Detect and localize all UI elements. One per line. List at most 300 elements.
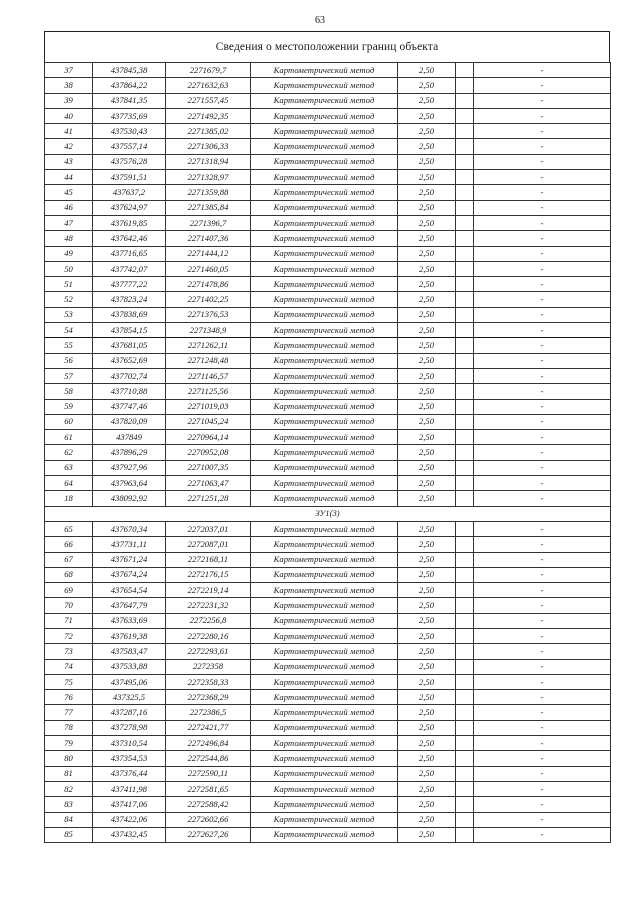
y-coordinate-cell: 2271376,53 <box>166 307 251 322</box>
method-cell: Картометрический метод <box>251 445 398 460</box>
y-coordinate-cell: 2272602,66 <box>166 812 251 827</box>
method-cell: Картометрический метод <box>251 781 398 796</box>
point-number-cell: 78 <box>45 720 93 735</box>
accuracy-cell: 2,50 <box>398 78 456 93</box>
note-cell: - <box>474 215 611 230</box>
extra-cell <box>456 827 474 842</box>
note-cell: - <box>474 476 611 491</box>
table-row <box>45 124 611 139</box>
note-cell: - <box>474 491 611 506</box>
y-coordinate-cell: 2271679,7 <box>166 63 251 78</box>
x-coordinate-cell: 437495,06 <box>93 674 166 689</box>
note-cell: - <box>474 583 611 598</box>
y-coordinate-cell: 2272037,01 <box>166 521 251 536</box>
method-cell: Картометрический метод <box>251 430 398 445</box>
note-cell: - <box>474 200 611 215</box>
table-row <box>45 368 611 383</box>
note-cell: - <box>474 246 611 261</box>
point-number-cell: 84 <box>45 812 93 827</box>
point-number-cell: 63 <box>45 460 93 475</box>
x-coordinate-cell: 437652,69 <box>93 353 166 368</box>
accuracy-cell: 2,50 <box>398 231 456 246</box>
table-row <box>45 552 611 567</box>
table-row <box>45 261 611 276</box>
x-coordinate-cell: 437841,35 <box>93 93 166 108</box>
table-row <box>45 185 611 200</box>
point-number-cell: 62 <box>45 445 93 460</box>
x-coordinate-cell: 437777,22 <box>93 277 166 292</box>
y-coordinate-cell: 2271306,33 <box>166 139 251 154</box>
point-number-cell: 76 <box>45 690 93 705</box>
extra-cell <box>456 215 474 230</box>
extra-cell <box>456 277 474 292</box>
method-cell: Картометрический метод <box>251 63 398 78</box>
extra-cell <box>456 460 474 475</box>
accuracy-cell: 2,50 <box>398 215 456 230</box>
point-number-cell: 64 <box>45 476 93 491</box>
x-coordinate-cell: 437963,64 <box>93 476 166 491</box>
table-row <box>45 598 611 613</box>
y-coordinate-cell: 2271385,84 <box>166 200 251 215</box>
point-number-cell: 37 <box>45 63 93 78</box>
point-number-cell: 42 <box>45 139 93 154</box>
point-number-cell: 54 <box>45 323 93 338</box>
accuracy-cell: 2,50 <box>398 139 456 154</box>
note-cell: - <box>474 108 611 123</box>
note-cell: - <box>474 430 611 445</box>
table-row <box>45 736 611 751</box>
method-cell: Картометрический метод <box>251 261 398 276</box>
x-coordinate-cell: 437411,98 <box>93 781 166 796</box>
extra-cell <box>456 583 474 598</box>
x-coordinate-cell: 438092,92 <box>93 491 166 506</box>
note-cell: - <box>474 63 611 78</box>
point-number-cell: 77 <box>45 705 93 720</box>
method-cell: Картометрический метод <box>251 185 398 200</box>
y-coordinate-cell: 2272231,32 <box>166 598 251 613</box>
method-cell: Картометрический метод <box>251 812 398 827</box>
extra-cell <box>456 552 474 567</box>
x-coordinate-cell: 437354,53 <box>93 751 166 766</box>
x-coordinate-cell: 437422,06 <box>93 812 166 827</box>
accuracy-cell: 2,50 <box>398 430 456 445</box>
table-row <box>45 827 611 842</box>
method-cell: Картометрический метод <box>251 598 398 613</box>
y-coordinate-cell: 2271045,24 <box>166 414 251 429</box>
accuracy-cell: 2,50 <box>398 277 456 292</box>
accuracy-cell: 2,50 <box>398 414 456 429</box>
table-row <box>45 476 611 491</box>
note-cell: - <box>474 231 611 246</box>
extra-cell <box>456 154 474 169</box>
method-cell: Картометрический метод <box>251 736 398 751</box>
note-cell: - <box>474 521 611 536</box>
method-cell: Картометрический метод <box>251 827 398 842</box>
extra-cell <box>456 521 474 536</box>
x-coordinate-cell: 437896,29 <box>93 445 166 460</box>
accuracy-cell: 2,50 <box>398 445 456 460</box>
x-coordinate-cell: 437731,11 <box>93 537 166 552</box>
method-cell: Картометрический метод <box>251 323 398 338</box>
accuracy-cell: 2,50 <box>398 200 456 215</box>
point-number-cell: 50 <box>45 261 93 276</box>
extra-cell <box>456 690 474 705</box>
extra-cell <box>456 628 474 643</box>
point-number-cell: 68 <box>45 567 93 582</box>
method-cell: Картометрический метод <box>251 231 398 246</box>
x-coordinate-cell: 437624,97 <box>93 200 166 215</box>
x-coordinate-cell: 437702,74 <box>93 368 166 383</box>
note-cell: - <box>474 292 611 307</box>
x-coordinate-cell: 437681,05 <box>93 338 166 353</box>
point-number-cell: 39 <box>45 93 93 108</box>
point-number-cell: 46 <box>45 200 93 215</box>
extra-cell <box>456 93 474 108</box>
accuracy-cell: 2,50 <box>398 399 456 414</box>
extra-cell <box>456 430 474 445</box>
note-cell: - <box>474 705 611 720</box>
note-cell: - <box>474 827 611 842</box>
method-cell: Картометрический метод <box>251 583 398 598</box>
table-row <box>45 491 611 506</box>
x-coordinate-cell: 437838,69 <box>93 307 166 322</box>
note-cell: - <box>474 154 611 169</box>
point-number-cell: 65 <box>45 521 93 536</box>
note-cell: - <box>474 460 611 475</box>
table-row <box>45 674 611 689</box>
x-coordinate-cell: 437735,69 <box>93 108 166 123</box>
method-cell: Картометрический метод <box>251 674 398 689</box>
accuracy-cell: 2,50 <box>398 613 456 628</box>
point-number-cell: 73 <box>45 644 93 659</box>
x-coordinate-cell: 437633,69 <box>93 613 166 628</box>
method-cell: Картометрический метод <box>251 476 398 491</box>
table-row <box>45 384 611 399</box>
x-coordinate-cell: 437927,96 <box>93 460 166 475</box>
x-coordinate-cell: 437432,45 <box>93 827 166 842</box>
accuracy-cell: 2,50 <box>398 368 456 383</box>
accuracy-cell: 2,50 <box>398 384 456 399</box>
page-number: 63 <box>315 15 325 26</box>
extra-cell <box>456 139 474 154</box>
accuracy-cell: 2,50 <box>398 781 456 796</box>
method-cell: Картометрический метод <box>251 368 398 383</box>
table-row <box>45 63 611 78</box>
y-coordinate-cell: 2270964,14 <box>166 430 251 445</box>
point-number-cell: 72 <box>45 628 93 643</box>
point-number-cell: 70 <box>45 598 93 613</box>
point-number-cell: 66 <box>45 537 93 552</box>
method-cell: Картометрический метод <box>251 399 398 414</box>
accuracy-cell: 2,50 <box>398 154 456 169</box>
y-coordinate-cell: 2271248,48 <box>166 353 251 368</box>
note-cell: - <box>474 537 611 552</box>
point-number-cell: 79 <box>45 736 93 751</box>
x-coordinate-cell: 437278,98 <box>93 720 166 735</box>
accuracy-cell: 2,50 <box>398 108 456 123</box>
y-coordinate-cell: 2271385,02 <box>166 124 251 139</box>
extra-cell <box>456 185 474 200</box>
x-coordinate-cell: 437710,88 <box>93 384 166 399</box>
extra-cell <box>456 307 474 322</box>
method-cell: Картометрический метод <box>251 246 398 261</box>
accuracy-cell: 2,50 <box>398 307 456 322</box>
y-coordinate-cell: 2271063,47 <box>166 476 251 491</box>
accuracy-cell: 2,50 <box>398 521 456 536</box>
extra-cell <box>456 797 474 812</box>
extra-cell <box>456 231 474 246</box>
table-row <box>45 613 611 628</box>
extra-cell <box>456 414 474 429</box>
table-row <box>45 277 611 292</box>
point-number-cell: 45 <box>45 185 93 200</box>
note-cell: - <box>474 613 611 628</box>
x-coordinate-cell: 437619,85 <box>93 215 166 230</box>
note-cell: - <box>474 766 611 781</box>
extra-cell <box>456 261 474 276</box>
x-coordinate-cell: 437637,2 <box>93 185 166 200</box>
x-coordinate-cell: 437820,09 <box>93 414 166 429</box>
y-coordinate-cell: 2271348,9 <box>166 323 251 338</box>
extra-cell <box>456 200 474 215</box>
method-cell: Картометрический метод <box>251 659 398 674</box>
note-cell: - <box>474 261 611 276</box>
y-coordinate-cell: 2271444,12 <box>166 246 251 261</box>
method-cell: Картометрический метод <box>251 690 398 705</box>
x-coordinate-cell: 437376,44 <box>93 766 166 781</box>
table-title: Сведения о местоположении границ объекта <box>44 31 610 62</box>
point-number-cell: 83 <box>45 797 93 812</box>
extra-cell <box>456 674 474 689</box>
accuracy-cell: 2,50 <box>398 583 456 598</box>
table-row <box>45 690 611 705</box>
extra-cell <box>456 751 474 766</box>
note-cell: - <box>474 659 611 674</box>
point-number-cell: 82 <box>45 781 93 796</box>
table-row <box>45 430 611 445</box>
accuracy-cell: 2,50 <box>398 537 456 552</box>
y-coordinate-cell: 2272358 <box>166 659 251 674</box>
accuracy-cell: 2,50 <box>398 598 456 613</box>
point-number-cell: 49 <box>45 246 93 261</box>
table-row <box>45 567 611 582</box>
extra-cell <box>456 567 474 582</box>
x-coordinate-cell: 437287,16 <box>93 705 166 720</box>
y-coordinate-cell: 2271396,7 <box>166 215 251 230</box>
accuracy-cell: 2,50 <box>398 827 456 842</box>
note-cell: - <box>474 567 611 582</box>
table-row <box>45 246 611 261</box>
extra-cell <box>456 491 474 506</box>
x-coordinate-cell: 437533,88 <box>93 659 166 674</box>
note-cell: - <box>474 736 611 751</box>
extra-cell <box>456 384 474 399</box>
accuracy-cell: 2,50 <box>398 644 456 659</box>
point-number-cell: 55 <box>45 338 93 353</box>
method-cell: Картометрический метод <box>251 353 398 368</box>
y-coordinate-cell: 2272421,77 <box>166 720 251 735</box>
note-cell: - <box>474 751 611 766</box>
method-cell: Картометрический метод <box>251 139 398 154</box>
extra-cell <box>456 766 474 781</box>
accuracy-cell: 2,50 <box>398 659 456 674</box>
method-cell: Картометрический метод <box>251 552 398 567</box>
table-row <box>45 154 611 169</box>
note-cell: - <box>474 797 611 812</box>
x-coordinate-cell: 437591,51 <box>93 170 166 185</box>
table-row <box>45 323 611 338</box>
y-coordinate-cell: 2272358,33 <box>166 674 251 689</box>
y-coordinate-cell: 2271007,35 <box>166 460 251 475</box>
extra-cell <box>456 124 474 139</box>
point-number-cell: 59 <box>45 399 93 414</box>
method-cell: Картометрический метод <box>251 705 398 720</box>
accuracy-cell: 2,50 <box>398 476 456 491</box>
extra-cell <box>456 445 474 460</box>
note-cell: - <box>474 277 611 292</box>
x-coordinate-cell: 437583,47 <box>93 644 166 659</box>
extra-cell <box>456 476 474 491</box>
table-row <box>45 414 611 429</box>
accuracy-cell: 2,50 <box>398 797 456 812</box>
method-cell: Картометрический метод <box>251 491 398 506</box>
x-coordinate-cell: 437742,07 <box>93 261 166 276</box>
note-cell: - <box>474 170 611 185</box>
table-row <box>45 720 611 735</box>
extra-cell <box>456 781 474 796</box>
point-number-cell: 69 <box>45 583 93 598</box>
accuracy-cell: 2,50 <box>398 736 456 751</box>
accuracy-cell: 2,50 <box>398 674 456 689</box>
method-cell: Картометрический метод <box>251 613 398 628</box>
y-coordinate-cell: 2272581,65 <box>166 781 251 796</box>
table-row <box>45 307 611 322</box>
extra-cell <box>456 292 474 307</box>
extra-cell <box>456 368 474 383</box>
note-cell: - <box>474 812 611 827</box>
method-cell: Картометрический метод <box>251 720 398 735</box>
y-coordinate-cell: 2272368,29 <box>166 690 251 705</box>
extra-cell <box>456 78 474 93</box>
note-cell: - <box>474 139 611 154</box>
y-coordinate-cell: 2272176,15 <box>166 567 251 582</box>
extra-cell <box>456 812 474 827</box>
extra-cell <box>456 63 474 78</box>
extra-cell <box>456 246 474 261</box>
y-coordinate-cell: 2272544,86 <box>166 751 251 766</box>
coordinates-sheet <box>44 31 610 843</box>
method-cell: Картометрический метод <box>251 644 398 659</box>
table-row <box>45 78 611 93</box>
x-coordinate-cell: 437823,24 <box>93 292 166 307</box>
y-coordinate-cell: 2272280,16 <box>166 628 251 643</box>
extra-cell <box>456 170 474 185</box>
method-cell: Картометрический метод <box>251 154 398 169</box>
y-coordinate-cell: 2271146,57 <box>166 368 251 383</box>
note-cell: - <box>474 384 611 399</box>
point-number-cell: 48 <box>45 231 93 246</box>
method-cell: Картометрический метод <box>251 414 398 429</box>
y-coordinate-cell: 2272627,26 <box>166 827 251 842</box>
y-coordinate-cell: 2272293,61 <box>166 644 251 659</box>
note-cell: - <box>474 93 611 108</box>
note-cell: - <box>474 338 611 353</box>
method-cell: Картометрический метод <box>251 124 398 139</box>
point-number-cell: 41 <box>45 124 93 139</box>
accuracy-cell: 2,50 <box>398 170 456 185</box>
point-number-cell: 80 <box>45 751 93 766</box>
note-cell: - <box>474 644 611 659</box>
note-cell: - <box>474 552 611 567</box>
table-row <box>45 751 611 766</box>
table-row <box>45 215 611 230</box>
extra-cell <box>456 613 474 628</box>
point-number-cell: 81 <box>45 766 93 781</box>
point-number-cell: 38 <box>45 78 93 93</box>
table-row <box>45 108 611 123</box>
note-cell: - <box>474 353 611 368</box>
x-coordinate-cell: 437849 <box>93 430 166 445</box>
accuracy-cell: 2,50 <box>398 460 456 475</box>
point-number-cell: 74 <box>45 659 93 674</box>
method-cell: Картометрический метод <box>251 215 398 230</box>
point-number-cell: 47 <box>45 215 93 230</box>
method-cell: Картометрический метод <box>251 766 398 781</box>
point-number-cell: 57 <box>45 368 93 383</box>
note-cell: - <box>474 445 611 460</box>
note-cell: - <box>474 185 611 200</box>
table-row <box>45 292 611 307</box>
note-cell: - <box>474 323 611 338</box>
extra-cell <box>456 598 474 613</box>
method-cell: Картометрический метод <box>251 200 398 215</box>
accuracy-cell: 2,50 <box>398 185 456 200</box>
section-label: ЗУ1(3) <box>45 506 611 521</box>
note-cell: - <box>474 78 611 93</box>
table-row <box>45 705 611 720</box>
x-coordinate-cell: 437619,38 <box>93 628 166 643</box>
x-coordinate-cell: 437845,38 <box>93 63 166 78</box>
extra-cell <box>456 736 474 751</box>
y-coordinate-cell: 2272256,8 <box>166 613 251 628</box>
method-cell: Картометрический метод <box>251 170 398 185</box>
accuracy-cell: 2,50 <box>398 338 456 353</box>
method-cell: Картометрический метод <box>251 292 398 307</box>
x-coordinate-cell: 437417,06 <box>93 797 166 812</box>
note-cell: - <box>474 690 611 705</box>
x-coordinate-cell: 437670,34 <box>93 521 166 536</box>
accuracy-cell: 2,50 <box>398 720 456 735</box>
table-row <box>45 200 611 215</box>
table-row <box>45 231 611 246</box>
accuracy-cell: 2,50 <box>398 292 456 307</box>
point-number-cell: 44 <box>45 170 93 185</box>
x-coordinate-cell: 437854,15 <box>93 323 166 338</box>
y-coordinate-cell: 2271478,86 <box>166 277 251 292</box>
extra-cell <box>456 108 474 123</box>
y-coordinate-cell: 2272588,42 <box>166 797 251 812</box>
accuracy-cell: 2,50 <box>398 567 456 582</box>
point-number-cell: 51 <box>45 277 93 292</box>
x-coordinate-cell: 437557,14 <box>93 139 166 154</box>
table-row <box>45 781 611 796</box>
x-coordinate-cell: 437716,65 <box>93 246 166 261</box>
y-coordinate-cell: 2270952,08 <box>166 445 251 460</box>
accuracy-cell: 2,50 <box>398 628 456 643</box>
accuracy-cell: 2,50 <box>398 552 456 567</box>
extra-cell <box>456 705 474 720</box>
x-coordinate-cell: 437864,22 <box>93 78 166 93</box>
